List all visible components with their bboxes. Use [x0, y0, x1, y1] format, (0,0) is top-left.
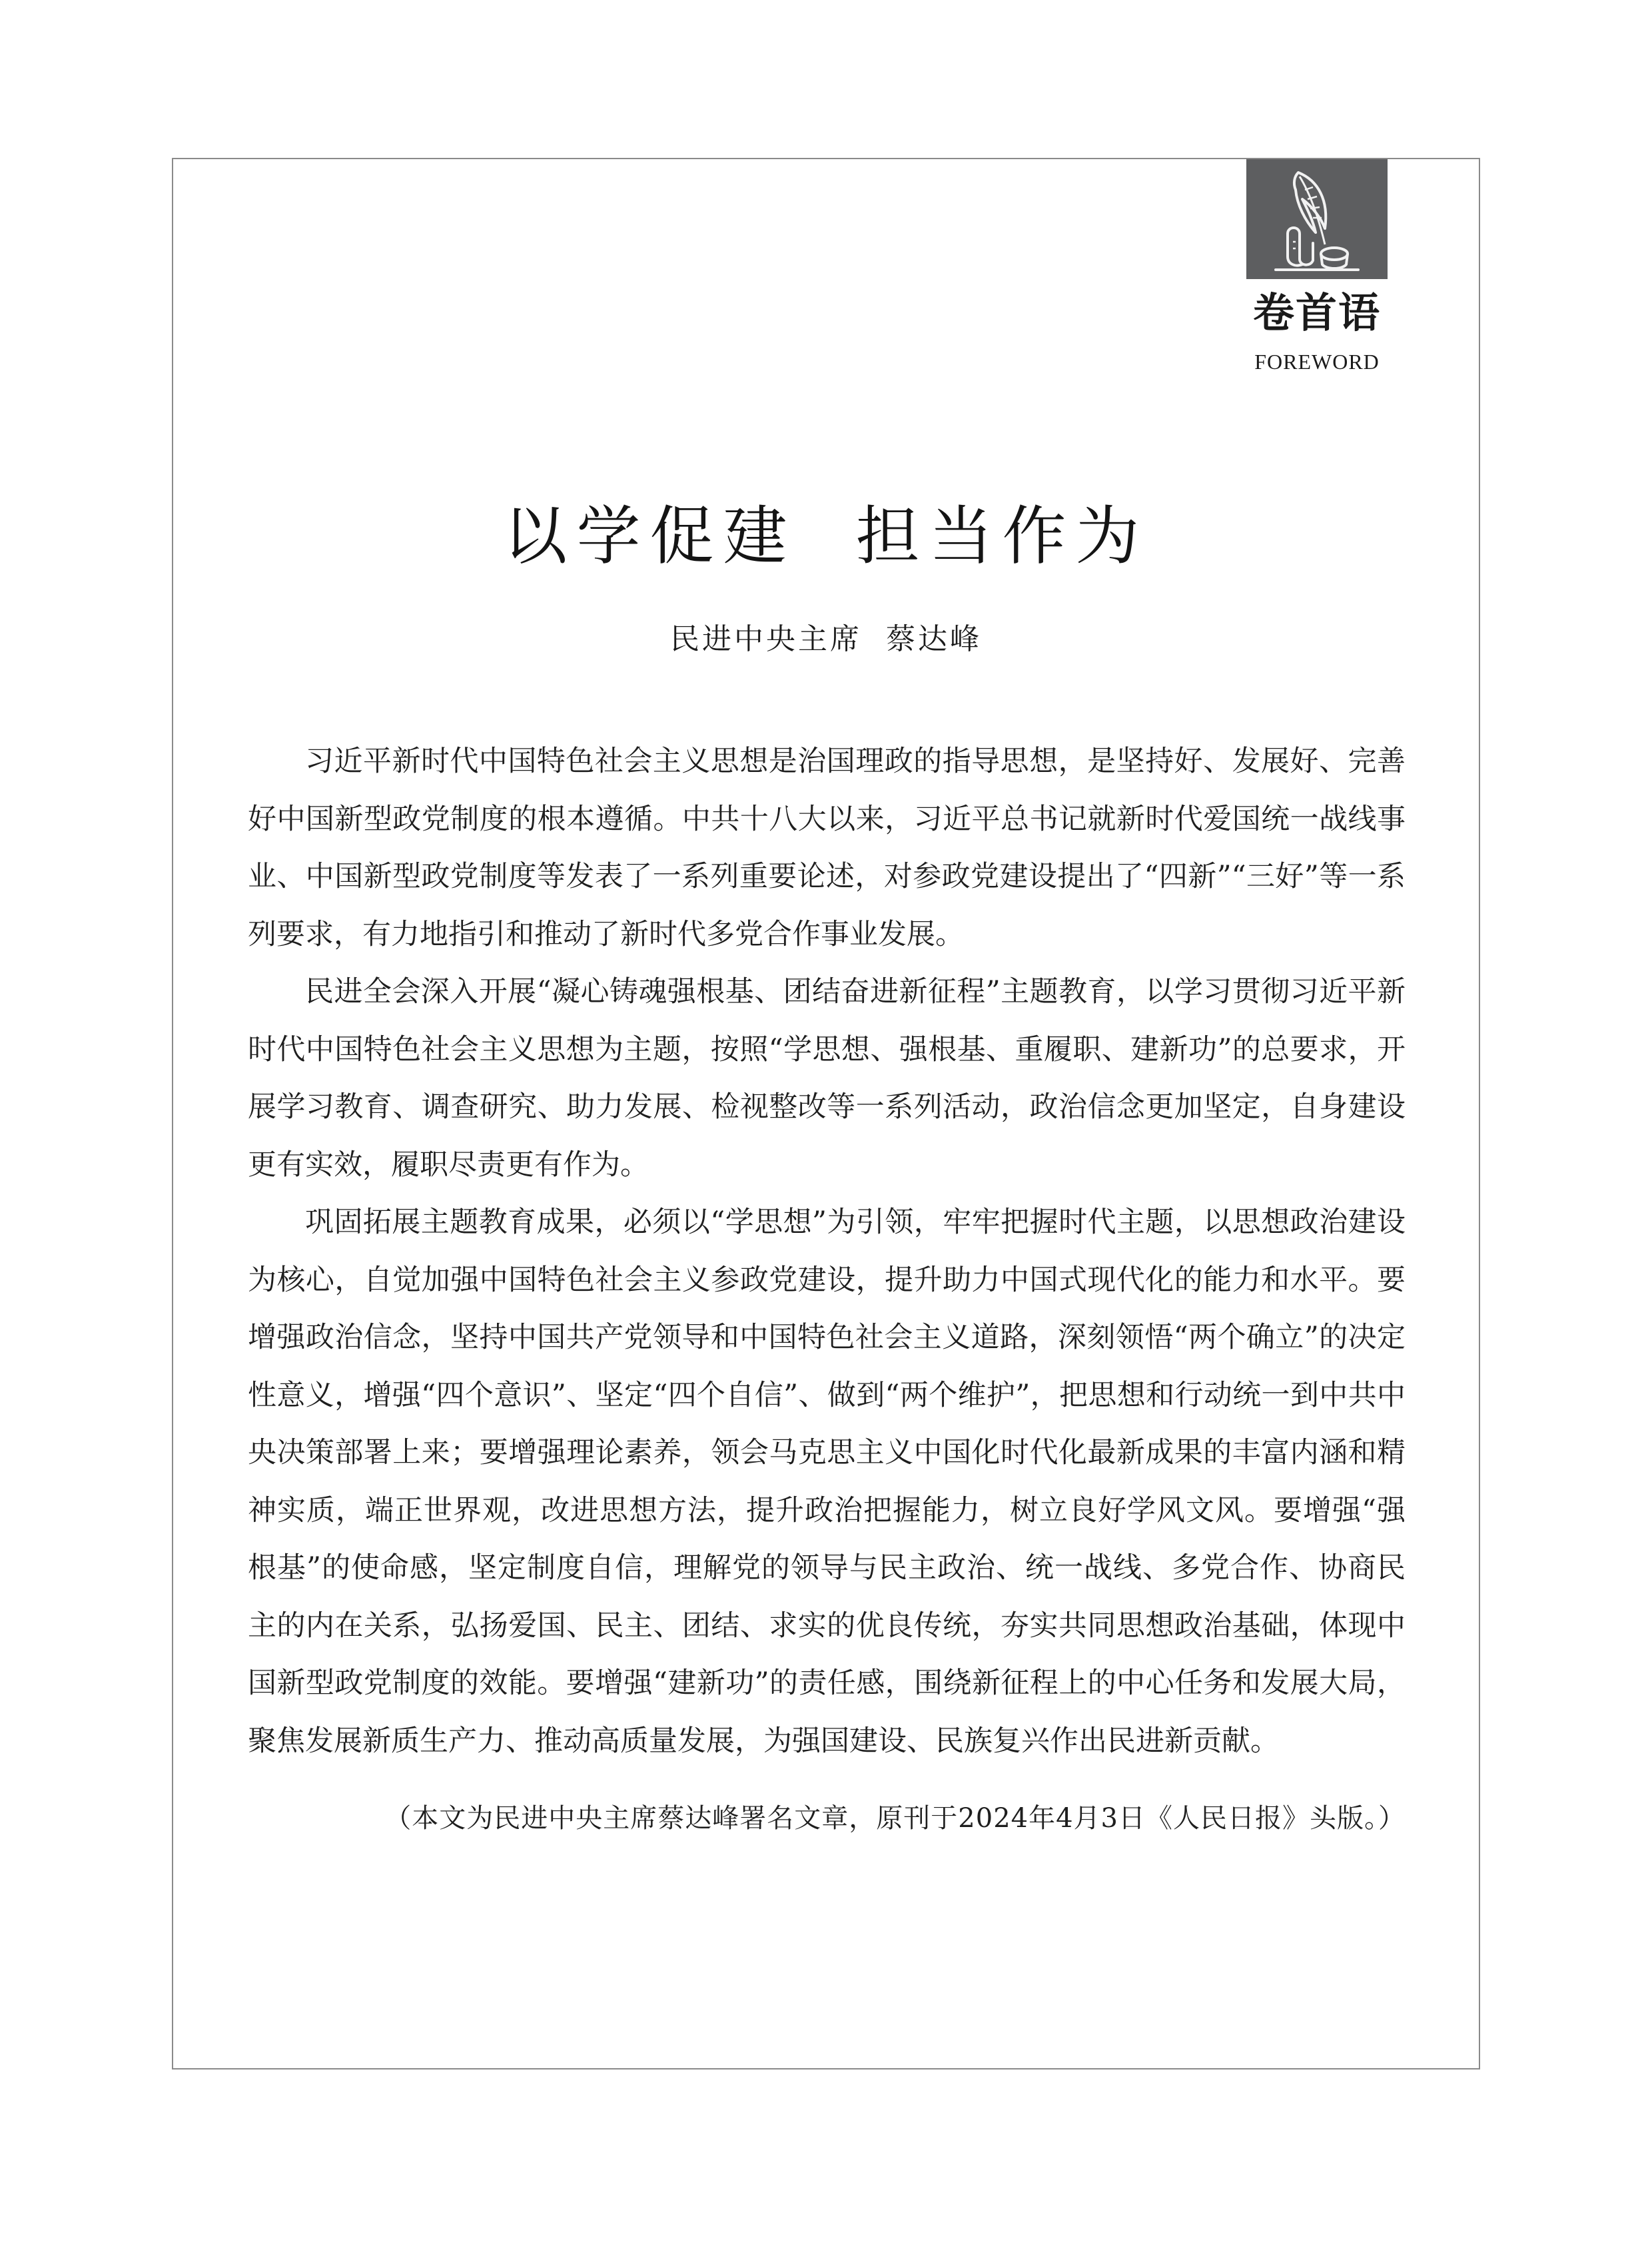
body-paragraph: 民进全会深入开展“凝心铸魂强根基、团结奋进新征程”主题教育，以学习贯彻习近平新时代中国特色社会主义思想为主题，按照“学思想、强根基、重履职、建新功”的总要求，开展学习教育、调查研究、助力发展、检视整改等一系列活动，政治信念更加坚定，自身建设更有实效，履职尽责更有作为。	[248, 975, 1406, 1182]
body-paragraph: 习近平新时代中国特色社会主义思想是治国理政的指导思想，是坚持好、发展好、完善好中国新型政党制度的根本遵循。中共十八大以来，习近平总书记就新时代爱国统一战线事业、中国新型政党制度等发表了一系列重要论述，对参政党建设提出了“四新”“三好”等一系列要求，有力地指引和推动了新时代多党合作事业发展。	[248, 745, 1406, 951]
section-subtitle: FOREWORD	[1254, 350, 1380, 374]
article-body	[248, 733, 1406, 1770]
section-title: 卷首语	[1252, 288, 1381, 337]
article-title: 以学促建 担当作为	[503, 499, 1149, 573]
body-paragraph: 巩固拓展主题教育成果，必须以“学思想”为引领，牢牢把握时代主题，以思想政治建设为核心，自觉加强中国特色社会主义参政党建设，提升助力中国式现代化的能力和水平。要增强政治信念，坚持中国共产党领导和中国特色社会主义道路，深刻领悟“两个确立”的决定性意义，增强“四个意识”、坚定“四个自信”、做到“两个维护”，把思想和行动统一到中共中央决策部署上来；要增强理论素养，领会马克思主义中国化时代化最新成果的丰富内涵和精神实质，端正世界观，改进思想方法，提升政治把握能力，树立良好学风文风。要增强“强根基”的使命感，坚定制度自信，理解党的领导与民主政治、统一战线、多党合作、协商民主的内在关系，弘扬爱国、民主、团结、求实的优良传统，夯实共同思想政治基础，体现中国新型政党制度的效能。要增强“建新功”的责任感，围绕新征程上的中心任务和发展大局，聚焦发展新质生产力、推动高质量发展，为强国建设、民族复兴作出民进新贡献。	[248, 1206, 1406, 1758]
quill-scroll-icon	[1246, 159, 1388, 279]
source-note: （本文为民进中央主席蔡达峰署名文章，原刊于2024年4月3日《人民日报》头版。）	[384, 1803, 1406, 1834]
byline: 民进中央主席 蔡达峰	[670, 622, 982, 656]
